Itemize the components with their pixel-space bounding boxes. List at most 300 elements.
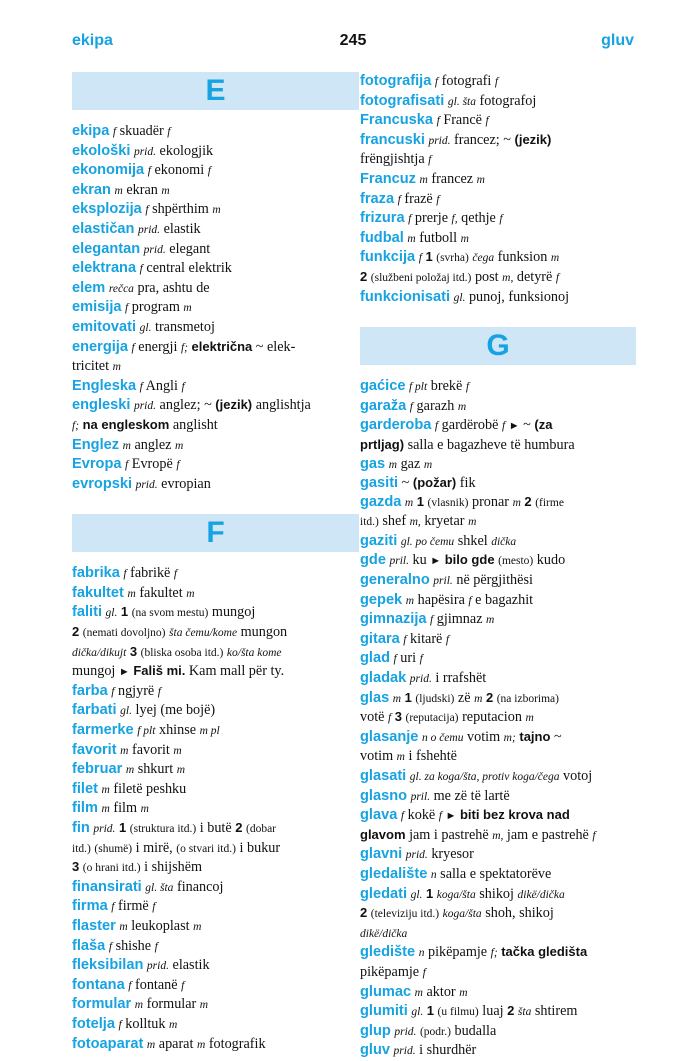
dictionary-entry <box>72 455 359 475</box>
headword: fotelja <box>72 1015 115 1032</box>
dictionary-entry <box>72 200 359 220</box>
grammar-label: f <box>131 341 135 354</box>
translation: francez <box>431 170 474 187</box>
dictionary-entry <box>72 584 359 604</box>
grammar-label: prid. <box>405 849 428 862</box>
headword: glumiti <box>360 1003 408 1020</box>
entry-continuation <box>360 826 636 846</box>
headword: glasno <box>360 787 408 804</box>
translation: salla e bagazheve të humbura <box>407 436 575 453</box>
sense-note: itd.) <box>72 842 91 855</box>
sense-note: (dobar <box>246 823 277 835</box>
grammar-label: f; <box>180 341 188 354</box>
grammar-label: m <box>474 692 483 705</box>
dictionary-entry <box>360 610 636 630</box>
grammar-label: f <box>112 126 117 138</box>
dictionary-entry <box>72 475 359 495</box>
dictionary-entry <box>72 760 359 780</box>
grammar-label: koga/šta <box>436 888 476 901</box>
translation: fotografik <box>208 1035 266 1052</box>
sense-note: (reputacija) <box>405 712 459 725</box>
entry-continuation <box>72 623 359 643</box>
grammar-label: gl. <box>139 321 152 334</box>
dictionary-entry <box>360 170 636 190</box>
translation: skuadër <box>119 123 164 139</box>
grammar-label: f; <box>490 947 498 960</box>
headword: ekonomija <box>72 162 145 179</box>
grammar-label: m <box>460 232 469 245</box>
translation: ngjyrë <box>117 682 155 699</box>
translation: gjimnaz <box>436 611 483 628</box>
headword: farbati <box>72 702 117 719</box>
dictionary-entry <box>360 630 636 650</box>
grammar-label: m <box>175 439 184 452</box>
grammar-label: dikë/dička <box>360 927 408 940</box>
headword: gledalište <box>360 865 428 882</box>
translation: elegant <box>169 240 211 257</box>
translation: shoh, shikoj <box>485 905 554 922</box>
grammar-label: f <box>123 568 127 581</box>
grammar-label: f <box>408 213 412 226</box>
grammar-label: gl. po čemu <box>400 535 455 548</box>
grammar-label: šta <box>517 1006 532 1019</box>
bold-phrase: 2 <box>485 689 494 705</box>
grammar-label: f <box>419 653 423 666</box>
sense-note: (firme <box>535 496 564 509</box>
translation: kolltuk <box>125 1015 166 1032</box>
bold-phrase: 1 <box>118 820 127 835</box>
dictionary-entry <box>360 885 636 905</box>
translation: shkurt <box>137 761 174 778</box>
dictionary-column-right <box>360 72 636 1061</box>
translation: pikëpamje <box>428 944 488 961</box>
translation: shtirem <box>534 1003 578 1020</box>
headword: ekipa <box>72 123 110 139</box>
dictionary-entry <box>360 865 636 885</box>
entry-continuation <box>72 662 359 682</box>
sense-note: (svrha) <box>436 252 469 265</box>
grammar-label: prid. <box>93 823 116 835</box>
headword: elektrana <box>72 260 137 277</box>
dictionary-entry <box>72 279 359 299</box>
grammar-label: dikë/dička <box>517 888 565 901</box>
translation: tricitet <box>72 358 110 375</box>
entry-continuation <box>360 512 636 532</box>
bold-phrase: 3 <box>129 643 138 659</box>
bold-phrase: 1 <box>425 249 433 265</box>
translation: budalla <box>454 1022 497 1039</box>
translation: anglez <box>134 436 172 453</box>
translation: Evropë <box>131 456 173 473</box>
headword: fleksibilan <box>72 957 144 974</box>
translation: jam e pastrehë <box>506 826 589 843</box>
translation: e bagazhit <box>475 591 534 608</box>
translation: prerje <box>414 210 448 227</box>
grammar-label: f <box>418 252 422 265</box>
dictionary-entry <box>360 131 636 151</box>
bold-phrase: tačka gledišta <box>501 944 588 960</box>
translation: program <box>131 299 180 316</box>
translation: financoj <box>176 878 224 895</box>
bold-phrase: 1 <box>426 1003 434 1019</box>
bold-phrase: 3 <box>394 709 402 725</box>
grammar-label: m <box>525 712 534 725</box>
grammar-label: m <box>146 1038 156 1051</box>
grammar-label: m <box>114 184 123 197</box>
grammar-label: f <box>173 568 178 581</box>
translation: votë <box>360 709 385 726</box>
translation: i butë <box>199 820 232 836</box>
grammar-label: m <box>186 587 195 600</box>
headword: Englez <box>72 436 120 453</box>
dictionary-entry <box>360 845 636 865</box>
translation: fakultet <box>139 584 183 601</box>
translation: ~ <box>503 131 511 148</box>
sense-note: (televiziju itd.) <box>370 908 440 921</box>
grammar-label: koga/šta <box>442 908 482 921</box>
dictionary-entry <box>72 338 359 358</box>
grammar-label: f <box>430 614 434 627</box>
headword: francuski <box>360 131 425 148</box>
running-header <box>72 32 634 54</box>
grammar-label: f <box>111 685 115 698</box>
grammar-label: gl. <box>410 888 423 901</box>
translation: pikëpamje <box>360 963 420 980</box>
headword: emitovati <box>72 318 137 335</box>
grammar-label: f <box>157 685 161 698</box>
headword: gitara <box>360 630 400 647</box>
grammar-label: m <box>468 516 477 529</box>
translation: ekonomi <box>154 162 205 179</box>
grammar-label: f <box>403 633 407 646</box>
grammar-label: f <box>436 115 440 128</box>
grammar-label: n <box>418 947 425 960</box>
headword: glumac <box>360 983 412 1000</box>
headword: filet <box>72 780 98 797</box>
grammar-label: m <box>414 986 423 999</box>
grammar-label: prid. <box>146 960 169 973</box>
headword: glavni <box>360 846 403 863</box>
translation: kudo <box>536 552 566 569</box>
grammar-label: m <box>176 764 186 777</box>
grammar-label: gl. <box>120 705 132 718</box>
translation: anglishtja <box>255 397 311 414</box>
headword: gazda <box>360 493 402 510</box>
translation: uri <box>400 650 417 667</box>
headword: gledište <box>360 944 416 961</box>
translation: shkel <box>457 532 488 549</box>
grammar-label: m <box>405 594 415 607</box>
bold-phrase: (požar) <box>412 475 457 491</box>
grammar-label: m <box>173 744 182 757</box>
grammar-label: f <box>111 901 115 914</box>
headword: garderoba <box>360 417 432 434</box>
dictionary-entry <box>360 669 636 689</box>
grammar-label: m <box>101 803 110 816</box>
dictionary-entry <box>72 995 359 1015</box>
grammar-label: gl. za koga/šta, protiv koga/čega <box>409 771 560 783</box>
headword: elem <box>72 279 106 296</box>
grammar-label: f <box>139 263 143 276</box>
grammar-label: f <box>400 810 405 823</box>
bold-phrase: biti bez krova nad <box>459 807 570 823</box>
grammar-label: f, <box>451 213 458 226</box>
translation: detyrë <box>516 268 553 285</box>
grammar-label: m <box>550 252 560 265</box>
grammar-label: prid. <box>409 673 432 686</box>
dictionary-entry <box>72 259 359 279</box>
dictionary-entry <box>72 878 359 898</box>
headword: gluv <box>360 1042 390 1059</box>
grammar-label: f <box>181 380 185 393</box>
headword: ekran <box>72 181 111 198</box>
translation: me zë të lartë <box>433 787 510 804</box>
entry-continuation <box>360 924 636 944</box>
entry-continuation <box>72 839 359 859</box>
entry-continuation <box>72 858 359 878</box>
grammar-label: f <box>207 165 211 178</box>
grammar-label: m <box>122 439 131 452</box>
grammar-label: f <box>465 381 470 394</box>
translation: funksion <box>497 249 548 266</box>
grammar-label: f <box>167 126 171 138</box>
grammar-label: pril. <box>433 575 453 588</box>
headword: engleski <box>72 397 131 414</box>
bold-phrase: glavom <box>360 826 406 842</box>
translation: qethje <box>461 210 496 227</box>
grammar-label: gl. <box>411 1006 424 1019</box>
translation: filetë peshku <box>113 780 187 797</box>
arrow-marker: ► <box>508 420 520 433</box>
sense-note: (ljudski) <box>415 692 455 705</box>
grammar-label: f <box>428 154 432 167</box>
dictionary-entry <box>72 240 359 260</box>
headword: gaziti <box>360 532 398 549</box>
translation: jam i pastrehë <box>409 826 489 843</box>
bold-phrase: (za <box>534 417 553 433</box>
section-letter-band <box>72 72 359 110</box>
headword: gladak <box>360 670 407 687</box>
headword: gepek <box>360 591 403 608</box>
dictionary-entry <box>72 819 359 839</box>
grammar-label: n <box>430 868 437 881</box>
translation: elastik <box>172 957 210 974</box>
grammar-label: ko/šta kome <box>226 646 282 659</box>
translation: mungoj <box>211 604 256 621</box>
dictionary-entry <box>360 209 636 229</box>
dictionary-entry <box>72 318 359 338</box>
grammar-label: f <box>422 966 426 979</box>
sense-note: (nemati dovoljno) <box>82 627 166 640</box>
headword: gimnazija <box>360 611 427 628</box>
dictionary-entry <box>72 956 359 976</box>
translation: shikoj <box>479 885 514 902</box>
entry-continuation <box>360 963 636 983</box>
grammar-label: m; <box>503 731 516 744</box>
bold-phrase: Fališ mi. <box>133 663 186 679</box>
translation: shpërthim <box>152 201 209 218</box>
translation: brekë <box>430 378 463 395</box>
translation: fabrikë <box>130 565 171 582</box>
dictionary-entry <box>360 1002 636 1022</box>
grammar-label: prid. <box>133 145 156 158</box>
translation: i shijshëm <box>144 859 203 876</box>
grammar-label: m <box>388 458 398 471</box>
grammar-label: m <box>486 614 495 627</box>
headword: frizura <box>360 210 405 227</box>
grammar-label: f <box>397 193 401 206</box>
dictionary-entry <box>72 799 359 819</box>
translation: kryetar <box>424 513 465 530</box>
translation: fotografoj <box>479 92 537 109</box>
headword: evropski <box>72 475 133 492</box>
translation: frazë <box>404 190 433 207</box>
bold-phrase: 2 <box>360 905 368 921</box>
grammar-label: m <box>140 803 149 816</box>
headword: garaža <box>360 397 407 414</box>
dictionary-entry <box>360 229 636 249</box>
headword: emisija <box>72 299 122 316</box>
headword: elastičan <box>72 220 135 237</box>
headword: formular <box>72 996 132 1013</box>
dictionary-entry <box>72 603 359 623</box>
grammar-label: f <box>485 115 489 128</box>
translation: ~ <box>401 475 410 492</box>
bold-phrase: na engleskom <box>82 416 170 432</box>
dictionary-entry <box>360 983 636 1003</box>
translation: votim <box>467 728 501 745</box>
translation: i shurdhër <box>419 1042 477 1059</box>
headword: februar <box>72 761 123 778</box>
headword: fin <box>72 820 90 836</box>
dictionary-entry <box>72 780 359 800</box>
dictionary-entry <box>360 787 636 807</box>
headword: fabrika <box>72 565 120 582</box>
headword: flaster <box>72 917 116 934</box>
grammar-label: f plt <box>408 381 428 394</box>
dictionary-entry <box>72 396 359 416</box>
grammar-label: f <box>436 193 440 206</box>
dictionary-entry <box>360 288 636 308</box>
entry-continuation <box>72 416 359 436</box>
dictionary-entry <box>360 728 636 748</box>
grammar-label: f <box>434 420 439 433</box>
headword: generalno <box>360 572 430 589</box>
translation: ekran <box>126 181 158 198</box>
grammar-label: prid. <box>138 223 161 236</box>
headword: ekološki <box>72 142 131 159</box>
grammar-label: prid. <box>393 1045 416 1058</box>
bold-phrase: 1 <box>425 885 434 901</box>
translation: kryesor <box>431 846 474 863</box>
dictionary-entry <box>72 377 359 397</box>
grammar-label: f <box>438 810 442 823</box>
translation: frëngjishtja <box>360 151 425 168</box>
translation: fik <box>459 475 476 492</box>
sense-note: (službeni položaj itd.) <box>370 271 472 284</box>
translation: votim <box>360 748 394 765</box>
dictionary-entry <box>360 943 636 963</box>
translation: Angli <box>145 377 178 394</box>
translation: Francë <box>443 112 482 129</box>
translation: kokë <box>407 807 436 824</box>
translation: evropian <box>161 475 211 492</box>
grammar-label: gl. šta <box>447 95 476 108</box>
grammar-label: f <box>108 940 113 953</box>
grammar-label: f <box>145 204 149 217</box>
grammar-label: m <box>193 920 202 933</box>
translation: Kam mall për ty. <box>188 663 285 680</box>
headword: gas <box>360 455 386 472</box>
headword: fotoaparat <box>72 1035 144 1052</box>
dictionary-entry <box>72 298 359 318</box>
section-letter: E <box>205 74 226 107</box>
dictionary-entry <box>72 721 359 741</box>
bold-phrase: 1 <box>404 689 412 705</box>
grammar-label: m <box>119 920 128 933</box>
dictionary-entry <box>360 532 636 552</box>
headword: fotografisati <box>360 92 445 109</box>
arrow-marker: ► <box>118 666 130 679</box>
grammar-label: čega <box>472 252 495 265</box>
translation: pra, ashtu de <box>137 279 210 296</box>
section-spacer <box>72 494 359 514</box>
translation: i rrafshët <box>435 670 487 687</box>
dictionary-entry <box>72 1035 359 1055</box>
grammar-label: f; <box>72 419 80 432</box>
grammar-label: m, <box>492 829 504 842</box>
dictionary-entry <box>360 493 636 513</box>
sense-note: (na izborima) <box>496 692 559 705</box>
translation: garazh <box>416 397 455 414</box>
dictionary-entry <box>360 1041 636 1061</box>
translation: francez; <box>454 131 500 148</box>
grammar-label: f <box>592 829 596 842</box>
dictionary-entry <box>360 649 636 669</box>
grammar-label: m <box>120 744 129 757</box>
dictionary-entry <box>72 741 359 761</box>
translation: votoj <box>563 768 593 784</box>
dictionary-entry <box>360 689 636 709</box>
headword: favorit <box>72 741 117 758</box>
grammar-label: m, <box>502 271 514 284</box>
translation: ekologjik <box>159 142 214 159</box>
grammar-label: rečca <box>108 282 134 295</box>
dictionary-entry <box>72 897 359 917</box>
translation: futboll <box>419 229 458 246</box>
grammar-label: n o čemu <box>421 731 464 744</box>
grammar-label: f <box>555 271 560 284</box>
headword: film <box>72 800 98 817</box>
translation: hapësira <box>417 591 465 608</box>
headword: glasati <box>360 768 407 784</box>
bold-phrase: 2 <box>72 624 80 640</box>
dictionary-entry <box>360 474 636 493</box>
grammar-label: m, <box>409 516 421 529</box>
grammar-label: m <box>423 458 433 471</box>
headword: firma <box>72 898 108 915</box>
grammar-label: f <box>118 1018 122 1031</box>
translation: i fshehtë <box>408 748 457 765</box>
grammar-label: m <box>407 232 416 245</box>
dictionary-entry <box>72 1015 359 1035</box>
translation: fotografi <box>441 73 492 89</box>
dictionary-entry <box>360 806 636 826</box>
bold-phrase: 2 <box>360 268 368 284</box>
grammar-label: f <box>154 940 158 953</box>
translation: elastik <box>163 220 201 237</box>
dictionary-entry <box>72 181 359 201</box>
